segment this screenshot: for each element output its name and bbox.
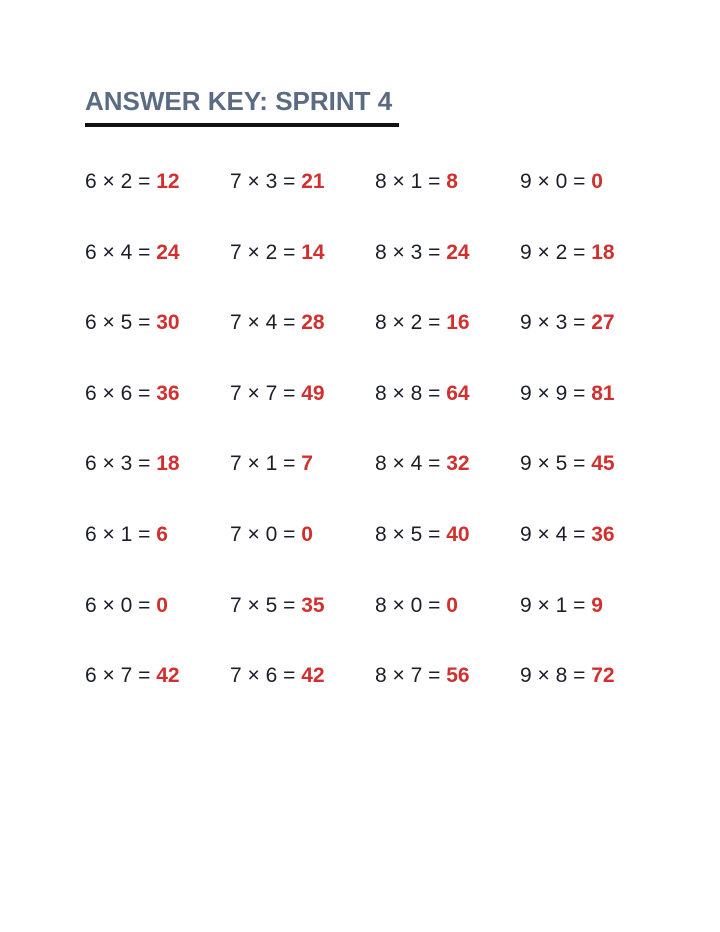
problem-item: [375, 236, 520, 307]
problem-answer: 0: [301, 522, 313, 546]
problem-item: [375, 306, 520, 377]
problem-answer: 0: [446, 593, 458, 617]
problem-answer: 42: [301, 664, 325, 688]
problem-item: [230, 589, 375, 660]
problem-answer: 56: [446, 664, 470, 688]
problem-item: [85, 236, 230, 307]
problem-answer: 21: [301, 170, 325, 193]
problem-item: [230, 518, 375, 589]
problem-item: [85, 518, 230, 589]
problem-item: [520, 236, 665, 307]
problem-item: [520, 306, 665, 377]
problem-item: [230, 236, 375, 307]
problem-question: 6 × 4 =: [85, 240, 157, 264]
problem-item: [520, 165, 665, 236]
problem-question: 7 × 4 =: [230, 311, 302, 335]
title-underline: [85, 123, 399, 127]
page-title: ANSWER KEY: SPRINT 4: [85, 86, 393, 116]
problem-item: [375, 447, 520, 518]
problem-item: [85, 659, 230, 730]
problem-item: [230, 447, 375, 518]
problem-question: 6 × 0 =: [85, 593, 157, 617]
problem-question: 6 × 1 =: [85, 522, 157, 546]
problem-item: [520, 377, 665, 448]
problem-question: 7 × 3 =: [230, 170, 302, 193]
problem-question: 8 × 0 =: [375, 593, 447, 617]
problem-question: 7 × 7 =: [230, 381, 302, 405]
problem-question: 7 × 6 =: [230, 664, 302, 688]
problem-question: 8 × 4 =: [375, 452, 447, 476]
problem-question: 7 × 2 =: [230, 240, 302, 264]
problem-answer: 36: [591, 522, 615, 546]
problem-question: 7 × 1 =: [230, 452, 302, 476]
problem-answer: 45: [591, 452, 615, 476]
problem-answer: 9: [591, 593, 603, 617]
problem-item: [375, 518, 520, 589]
problem-answer: 24: [446, 240, 470, 264]
problem-item: [520, 659, 665, 730]
problem-question: 8 × 7 =: [375, 664, 447, 688]
problem-answer: 72: [591, 664, 615, 688]
problem-question: 9 × 5 =: [520, 452, 592, 476]
problem-item: [85, 377, 230, 448]
problem-question: 6 × 2 =: [85, 170, 157, 193]
problem-answer: 16: [446, 311, 470, 335]
problem-question: 9 × 4 =: [520, 522, 592, 546]
problem-answer: 36: [156, 381, 180, 405]
problem-item: [85, 165, 230, 236]
problem-answer: 27: [591, 311, 615, 335]
problem-question: 8 × 2 =: [375, 311, 447, 335]
problem-answer: 40: [446, 522, 470, 546]
problem-answer: 35: [301, 593, 325, 617]
problem-answer: 14: [301, 240, 325, 264]
problem-answer: 28: [301, 311, 325, 335]
problem-item: [230, 659, 375, 730]
problem-item: [375, 377, 520, 448]
problem-answer: 42: [156, 664, 180, 688]
problem-answer: 6: [156, 522, 168, 546]
problem-answer: 32: [446, 452, 470, 476]
problem-item: [520, 447, 665, 518]
problem-answer: 18: [591, 240, 615, 264]
problem-answer: 18: [156, 452, 180, 476]
problem-answer: 49: [301, 381, 325, 405]
problem-item: [520, 518, 665, 589]
problem-question: 9 × 2 =: [520, 240, 592, 264]
problem-question: 9 × 9 =: [520, 381, 592, 405]
problem-item: [230, 306, 375, 377]
problem-question: 8 × 3 =: [375, 240, 447, 264]
problem-item: [520, 589, 665, 660]
problem-question: 8 × 5 =: [375, 522, 447, 546]
problem-item: [85, 447, 230, 518]
problem-answer: 0: [156, 593, 168, 617]
title-block: [85, 84, 399, 118]
problem-question: 9 × 8 =: [520, 664, 592, 688]
problem-answer: 12: [156, 170, 180, 193]
problem-question: 9 × 3 =: [520, 311, 592, 335]
problem-question: 6 × 3 =: [85, 452, 157, 476]
problem-answer: 8: [446, 170, 458, 193]
problem-question: 8 × 8 =: [375, 381, 447, 405]
problem-question: 7 × 5 =: [230, 593, 302, 617]
problem-question: 6 × 6 =: [85, 381, 157, 405]
problem-grid: [85, 165, 665, 730]
problem-item: [375, 165, 520, 236]
problem-item: [230, 377, 375, 448]
problem-answer: 64: [446, 381, 470, 405]
problem-item: [375, 589, 520, 660]
problem-answer: 30: [156, 311, 180, 335]
problem-answer: 81: [591, 381, 615, 405]
problem-question: 6 × 5 =: [85, 311, 157, 335]
problem-item: [85, 306, 230, 377]
problem-answer: 0: [591, 170, 603, 193]
problem-item: [230, 165, 375, 236]
problem-item: [375, 659, 520, 730]
problem-question: 8 × 1 =: [375, 170, 447, 193]
problem-question: 7 × 0 =: [230, 522, 302, 546]
problem-answer: 24: [156, 240, 180, 264]
problem-question: 6 × 7 =: [85, 664, 157, 688]
problem-question: 9 × 1 =: [520, 593, 592, 617]
problem-question: 9 × 0 =: [520, 170, 592, 193]
problem-item: [85, 589, 230, 660]
problem-answer: 7: [301, 452, 313, 476]
